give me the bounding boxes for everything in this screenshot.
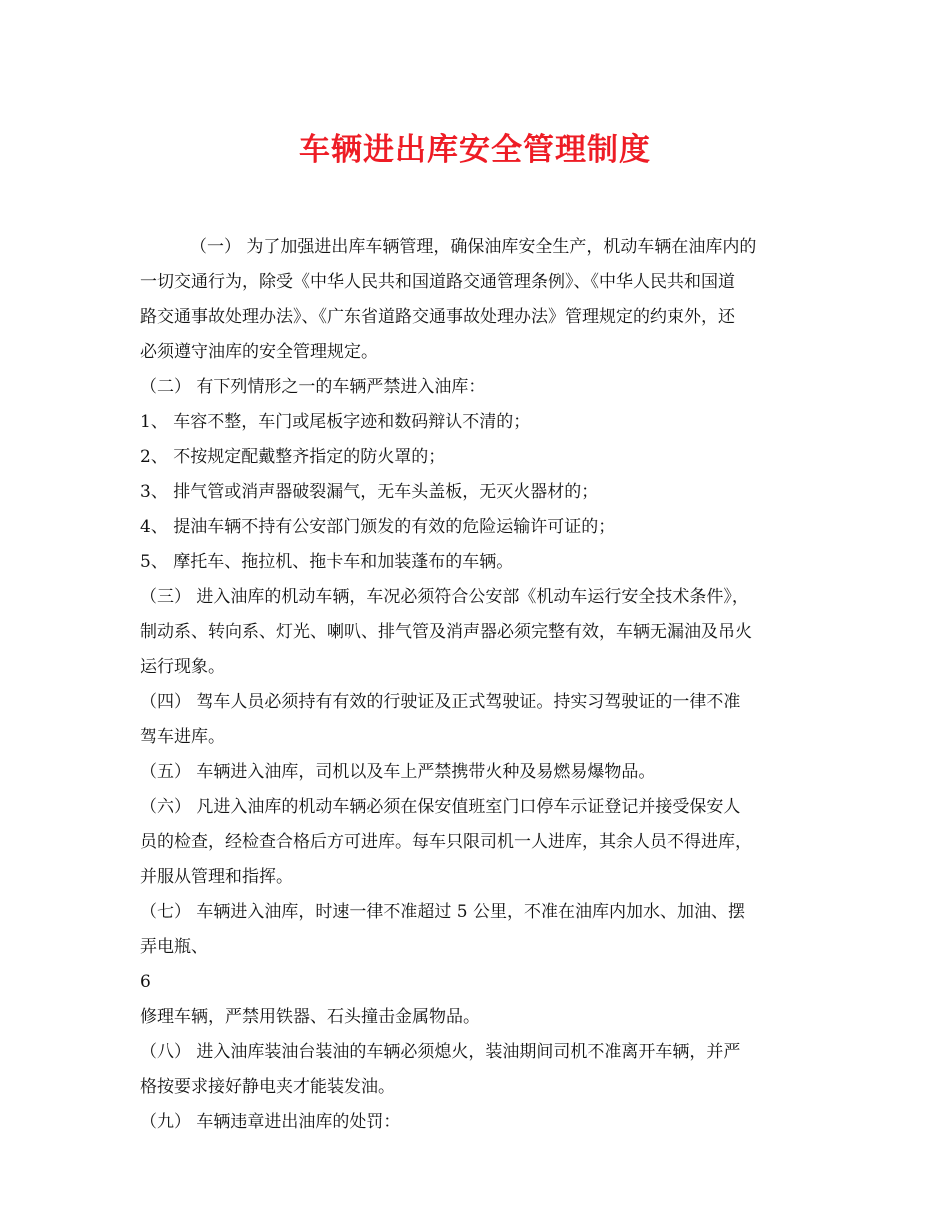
- paragraph-line: （四） 驾车人员必须持有有效的行驶证及正式驾驶证。持实习驾驶证的一律不准: [140, 692, 741, 712]
- paragraph-line: 必须遵守油库的安全管理规定。: [140, 342, 378, 362]
- paragraph-line: （一） 为了加强进出库车辆管理，确保油库安全生产，机动车辆在油库内的: [190, 237, 757, 257]
- paragraph-line: 员的检查，经检查合格后方可进库。每车只限司机一人进库，其余人员不得进库，: [140, 832, 752, 852]
- paragraph-line: （二） 有下列情形之一的车辆严禁进入油库：: [140, 377, 486, 397]
- paragraph-line: （三） 进入油库的机动车辆，车况必须符合公安部《机动车运行安全技术条件》，: [140, 587, 749, 607]
- paragraph-line: （七） 车辆进入油库，时速一律不准超过 5 公里，不准在油库内加水、加油、摆: [140, 902, 746, 922]
- paragraph-line: （九） 车辆违章进出油库的处罚：: [140, 1112, 401, 1132]
- document-body: [140, 230, 812, 1140]
- paragraph-line: 运行现象。: [140, 657, 225, 677]
- paragraph-line: 格按要求接好静电夹才能装发油。: [140, 1077, 395, 1097]
- paragraph-line: 修理车辆，严禁用铁器、石头撞击金属物品。: [140, 1007, 480, 1027]
- list-item: 2、 不按规定配戴整齐指定的防火罩的；: [140, 447, 446, 467]
- list-item: 4、 提油车辆不持有公安部门颁发的有效的危险运输许可证的；: [140, 517, 616, 537]
- paragraph-line: （六） 凡进入油库的机动车辆必须在保安值班室门口停车示证登记并接受保安人: [140, 797, 741, 817]
- paragraph-line: 并服从管理和指挥。: [140, 867, 293, 887]
- page-number: 6: [140, 972, 151, 992]
- list-item: 1、 车容不整，车门或尾板字迹和数码辩认不清的；: [140, 412, 531, 432]
- list-item: 3、 排气管或消声器破裂漏气，无车头盖板，无灭火器材的；: [140, 482, 599, 502]
- paragraph-line: 制动系、转向系、灯光、喇叭、排气管及消声器必须完整有效，车辆无漏油及吊火: [140, 622, 752, 642]
- paragraph-line: 一切交通行为，除受《中华人民共和国道路交通管理条例》、《中华人民共和国道: [140, 272, 735, 292]
- paragraph-line: 路交通事故处理办法》、《广东省道路交通事故处理办法》管理规定的约束外，还: [140, 307, 735, 327]
- list-item: 5、 摩托车、拖拉机、拖卡车和加装蓬布的车辆。: [140, 552, 514, 572]
- document-title: 车辆进出库安全管理制度: [299, 132, 651, 168]
- paragraph-line: 驾车进库。: [140, 727, 225, 747]
- paragraph-line: 弄电瓶、: [140, 937, 208, 957]
- paragraph-line: （五） 车辆进入油库，司机以及车上严禁携带火种及易燃易爆物品。: [140, 762, 656, 782]
- paragraph-line: （八） 进入油库装油台装油的车辆必须熄火，装油期间司机不准离开车辆，并严: [140, 1042, 741, 1062]
